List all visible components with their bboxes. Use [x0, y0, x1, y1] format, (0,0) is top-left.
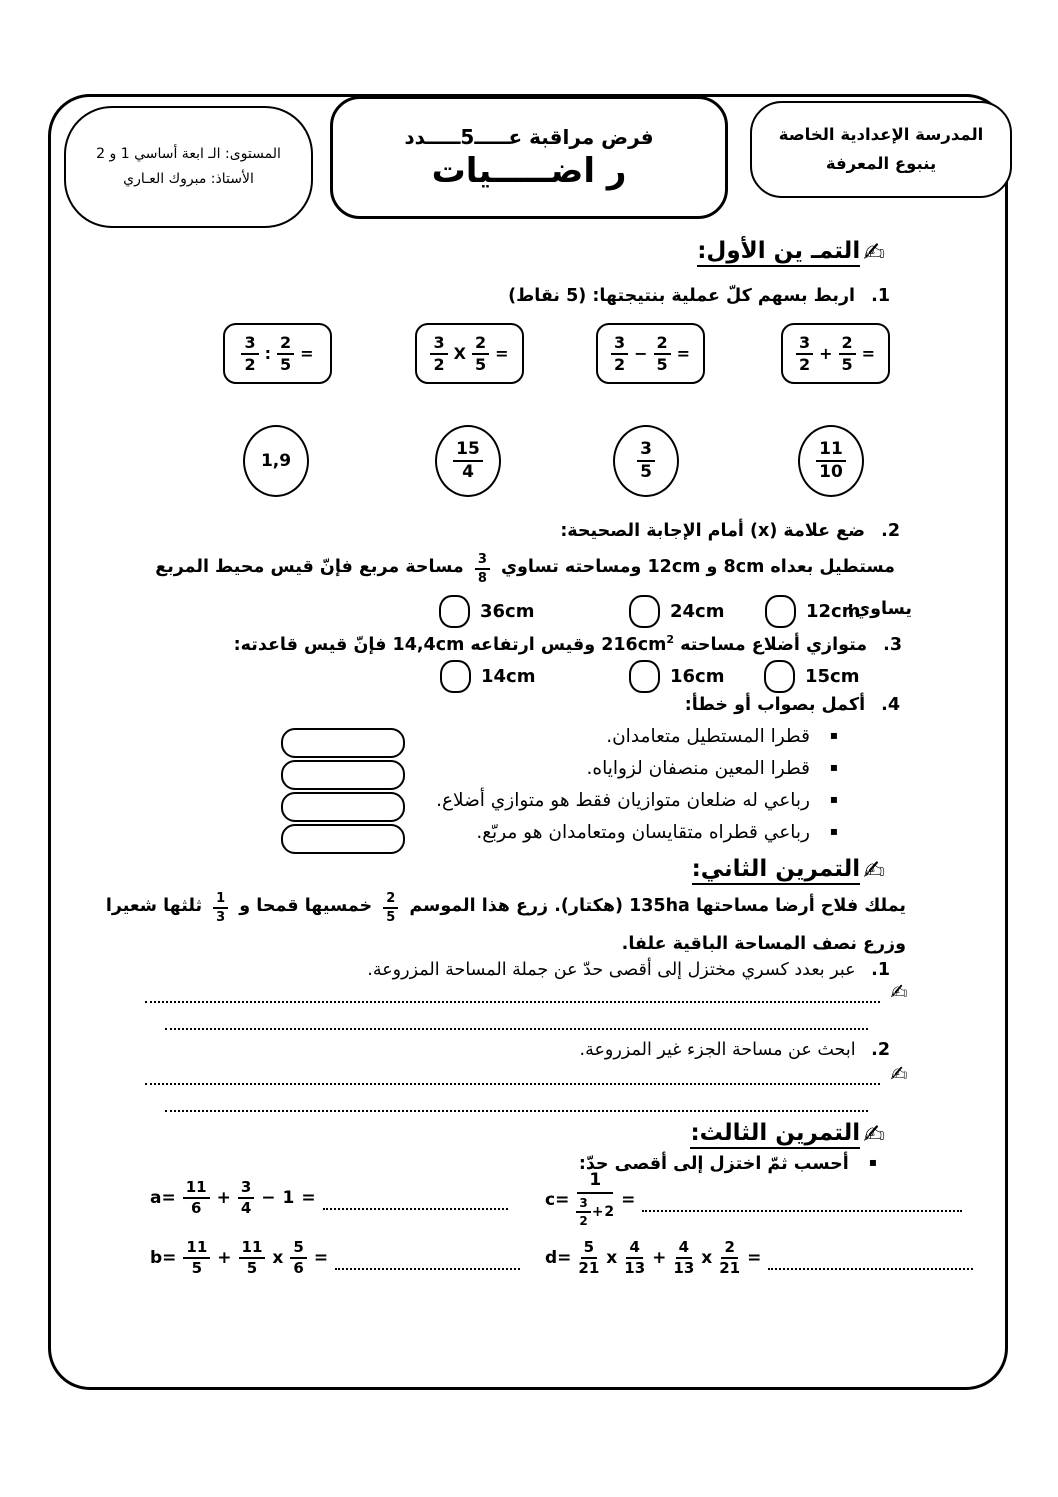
fraction: $\frac{2}{5}$: [654, 335, 671, 373]
fraction: $\frac{3}{2}$: [611, 335, 628, 373]
answer-dotted-line[interactable]: [642, 1208, 962, 1212]
option-label: 36cm: [480, 601, 535, 622]
equation-c: [545, 1172, 962, 1227]
result-fraction: $\frac{3}{5}$: [637, 441, 655, 481]
result-value: 1,9: [260, 451, 292, 471]
equation-b: [150, 1240, 520, 1276]
equals-sign: =: [300, 344, 314, 363]
school-subname: ينبوع المعرفة: [825, 153, 937, 173]
school-box: [750, 101, 1012, 198]
exam-title-box: [330, 96, 728, 219]
q2-number: 2.: [881, 521, 900, 541]
fraction: $\frac{2}{5}$: [839, 335, 856, 373]
multiplication-operator: x: [606, 1248, 618, 1268]
equals-sign: =: [495, 344, 509, 363]
instruction-text: أحسب ثمّ اختزل إلى أقصى حدّ:: [578, 1154, 849, 1174]
q2-option-12cm: [765, 595, 860, 628]
equation-label: d=: [545, 1248, 572, 1268]
fraction: $\frac{3}{2}$: [576, 1197, 590, 1227]
complex-fraction: 1 $\frac{3}{2}$ + 2: [576, 1172, 614, 1227]
fraction: $\frac{3}{2}$: [796, 335, 813, 373]
operation-box-multiplication: [415, 323, 524, 384]
term: 1: [282, 1188, 295, 1208]
square-bullet-icon: ▪: [829, 728, 838, 742]
option-label: 24cm: [670, 601, 725, 622]
result-oval-fraction: [798, 425, 864, 497]
result-oval-decimal: [243, 425, 309, 497]
result-oval-fraction: [613, 425, 679, 497]
writing-hand-icon: ✍: [863, 855, 885, 886]
checkbox-circle[interactable]: [439, 595, 470, 628]
answer-pill-box[interactable]: [281, 792, 405, 822]
equation-a: [150, 1180, 508, 1216]
exercise2-intro-line1: [105, 890, 906, 925]
fraction: $\frac{11}{5}$: [183, 1240, 210, 1276]
option-label: 15cm: [805, 666, 860, 687]
division-operator: :: [264, 344, 271, 363]
subject-title: ر اضـــــيات: [431, 150, 627, 191]
answer-dotted-line[interactable]: [145, 1065, 880, 1085]
fraction: $\frac{2}{21}$: [719, 1238, 741, 1277]
equals-sign: =: [747, 1248, 762, 1268]
operation-box-subtraction: [596, 323, 705, 384]
equation-label: c=: [545, 1189, 570, 1210]
fraction: $\frac{5}{21}$: [578, 1238, 600, 1277]
q2-text-b: مساحة مربع فإنّ قيس محيط المربع: [155, 557, 464, 577]
exercise1-q1-line: [508, 284, 890, 309]
answer-pill-box[interactable]: [281, 760, 405, 790]
plus-operator: +: [819, 344, 833, 363]
exercise2-title: [692, 856, 885, 885]
result-oval-fraction: [435, 425, 501, 497]
square-bullet-icon: ▪: [829, 824, 838, 838]
q2-number: 2.: [871, 1040, 890, 1060]
answer-line-row: [145, 982, 908, 1003]
answer-pill-box[interactable]: [281, 728, 405, 758]
option-label: 12cm: [806, 601, 861, 622]
q2-options-label: يساوي:: [847, 599, 912, 619]
checkbox-circle[interactable]: [764, 660, 795, 693]
level-label: المستوى: الـ ابعة أساسي 1 و 2: [96, 145, 281, 162]
checkbox-circle[interactable]: [629, 660, 660, 693]
level-teacher-box: [64, 106, 313, 228]
intro-text-b: خمسيها قمحا و: [239, 896, 373, 916]
result-fraction: $\frac{11}{10}$: [816, 441, 846, 481]
answer-dotted-line[interactable]: [165, 1092, 868, 1112]
fraction: $\frac{3}{4}$: [238, 1180, 254, 1216]
equals-sign: =: [301, 1188, 316, 1208]
q3-number: 3.: [883, 634, 902, 655]
answer-dotted-line[interactable]: [165, 1010, 868, 1030]
plus-operator: +: [591, 1204, 604, 1220]
q3-option-15cm: [764, 660, 859, 693]
checkbox-circle[interactable]: [765, 595, 796, 628]
exercise1-q2-heading: [560, 519, 900, 544]
option-label: 14cm: [481, 666, 536, 687]
square-bullet-icon: ▪: [829, 760, 838, 774]
checkbox-circle[interactable]: [629, 595, 660, 628]
operation-box-division: [223, 323, 332, 384]
q4-heading-text: أكمل بصواب أو خطأ:: [684, 695, 866, 715]
exercise1-title-text: التمـ ين الأول:: [697, 238, 860, 267]
one-third-fraction: $\frac{1}{3}$: [213, 892, 228, 924]
exercise1-q3-statement: [234, 632, 902, 658]
plus-operator: +: [216, 1188, 231, 1208]
operation-box-addition: [781, 323, 890, 384]
multiplication-operator: x: [272, 1248, 284, 1268]
fraction: $\frac{2}{5}$: [472, 335, 489, 373]
q2-heading-text: ضع علامة (x) أمام الإجابة الصحيحة:: [560, 521, 866, 541]
multiplication-operator: X: [453, 344, 466, 363]
term: 2: [604, 1204, 615, 1220]
school-name: المدرسة الإعدادية الخاصة: [778, 125, 984, 145]
q3-option-14cm: [440, 660, 535, 693]
exercise2-q1-line: [367, 958, 890, 983]
writing-hand-icon: ✍: [863, 237, 885, 268]
result-fraction: $\frac{15}{4}$: [453, 441, 483, 481]
fraction: $\frac{4}{13}$: [673, 1238, 695, 1277]
q1-number: 1.: [871, 960, 890, 980]
q2-option-24cm: [629, 595, 724, 628]
exercise3-title: [690, 1120, 885, 1149]
statement-text: قطرا المعين منصفان لزواياه.: [586, 758, 810, 779]
equals-sign: =: [676, 344, 691, 363]
area-value: $216cm^2$: [601, 633, 674, 655]
q1-text: اربط بسهم كلّ عملية بنتيجتها: (5 نقاط): [508, 286, 856, 306]
equals-sign: =: [313, 1248, 329, 1268]
exam-type-title: فرض مراقبة عـــــ5ـــــدد: [404, 124, 654, 149]
fraction: $\frac{11}{5}$: [239, 1240, 266, 1276]
fraction: $\frac{2}{5}$: [277, 335, 294, 373]
statement-text: قطرا المستطيل متعامدان.: [606, 726, 810, 747]
three-eighths-fraction: $\frac{3}{8}$: [475, 553, 490, 585]
exercise1-q2-statement: [155, 551, 895, 586]
answer-line-row: [145, 1064, 908, 1085]
answer-dotted-line[interactable]: [335, 1266, 520, 1270]
equals-sign: =: [621, 1189, 636, 1210]
q2-option-36cm: [439, 595, 534, 628]
q4-number: 4.: [881, 695, 900, 715]
fraction: $\frac{4}{13}$: [624, 1238, 646, 1277]
true-false-item: [476, 822, 838, 843]
minus-operator: −: [261, 1188, 276, 1208]
statement-text: رباعي له ضلعان متوازيان فقط هو متوازي أضلاع.: [436, 790, 810, 811]
answer-pill-box[interactable]: [281, 824, 405, 854]
fraction: $\frac{3}{2}$: [430, 335, 447, 373]
writing-hand-icon: ✍: [863, 1119, 885, 1150]
exercise2-intro-line2: وزرع نصف المساحة الباقية علفا.: [621, 934, 906, 954]
option-label: 16cm: [670, 666, 725, 687]
answer-dotted-line[interactable]: [323, 1206, 508, 1210]
q1-number: 1.: [871, 286, 890, 306]
q3-text-b: وقيس ارتفاعه 14,4cm فإنّ قيس قاعدته:: [233, 634, 596, 655]
q2-text: ابحث عن مساحة الجزء غير المزروعة.: [579, 1040, 856, 1060]
statement-text: رباعي قطراه متقايسان ومتعامدان هو مربّع.: [476, 822, 810, 843]
intro-text-c: ثلثها شعيرا: [105, 896, 203, 916]
answer-line-row: [165, 1092, 868, 1112]
intro-text-a: يملك فلاح أرضا مساحتها 135ha (هكتار). زرع هذا الموسم: [409, 896, 906, 916]
true-false-item: [587, 758, 839, 779]
equals-sign: =: [861, 344, 876, 363]
equation-label: a=: [150, 1188, 176, 1208]
q2-text-a: مستطيل بعداه 8cm و 12cm ومساحته تساوي: [500, 557, 895, 577]
exercise2-q2-line: [580, 1038, 890, 1063]
checkbox-circle[interactable]: [440, 660, 471, 693]
exercise3-title-text: التمرين الثالث:: [690, 1120, 860, 1149]
plus-operator: +: [652, 1248, 667, 1268]
exercise2-title-text: التمرين الثاني:: [692, 856, 861, 885]
fraction: $\frac{3}{2}$: [241, 335, 258, 373]
writing-hand-icon: ✍: [890, 980, 908, 1004]
equation-label: b=: [150, 1248, 177, 1268]
equation-d: [545, 1240, 973, 1276]
true-false-item: [436, 790, 838, 811]
true-false-item: [606, 726, 838, 747]
answer-dotted-line[interactable]: [768, 1266, 973, 1270]
q3-option-16cm: [629, 660, 724, 693]
two-fifths-fraction: $\frac{2}{5}$: [383, 892, 398, 924]
q1-text: عبر بعدد كسري مختزل إلى أقصى حدّ عن جملة المساحة المزروعة.: [367, 960, 856, 980]
minus-operator: −: [634, 344, 648, 363]
exercise1-q4-heading: [685, 693, 900, 718]
q3-text-a: متوازي أضلاع مساحته: [680, 634, 868, 655]
exercise1-title: [697, 238, 885, 267]
fraction: $\frac{5}{6}$: [290, 1240, 306, 1276]
fraction: $\frac{11}{6}$: [183, 1180, 210, 1216]
answer-line-row: [165, 1010, 868, 1030]
square-bullet-icon: ▪: [868, 1155, 877, 1169]
plus-operator: +: [217, 1248, 232, 1268]
multiplication-operator: x: [701, 1248, 713, 1268]
writing-hand-icon: ✍: [890, 1062, 908, 1086]
teacher-label: الأستاذ: مبروك العـاري: [123, 171, 254, 187]
square-bullet-icon: ▪: [829, 792, 838, 806]
answer-dotted-line[interactable]: [145, 983, 880, 1003]
